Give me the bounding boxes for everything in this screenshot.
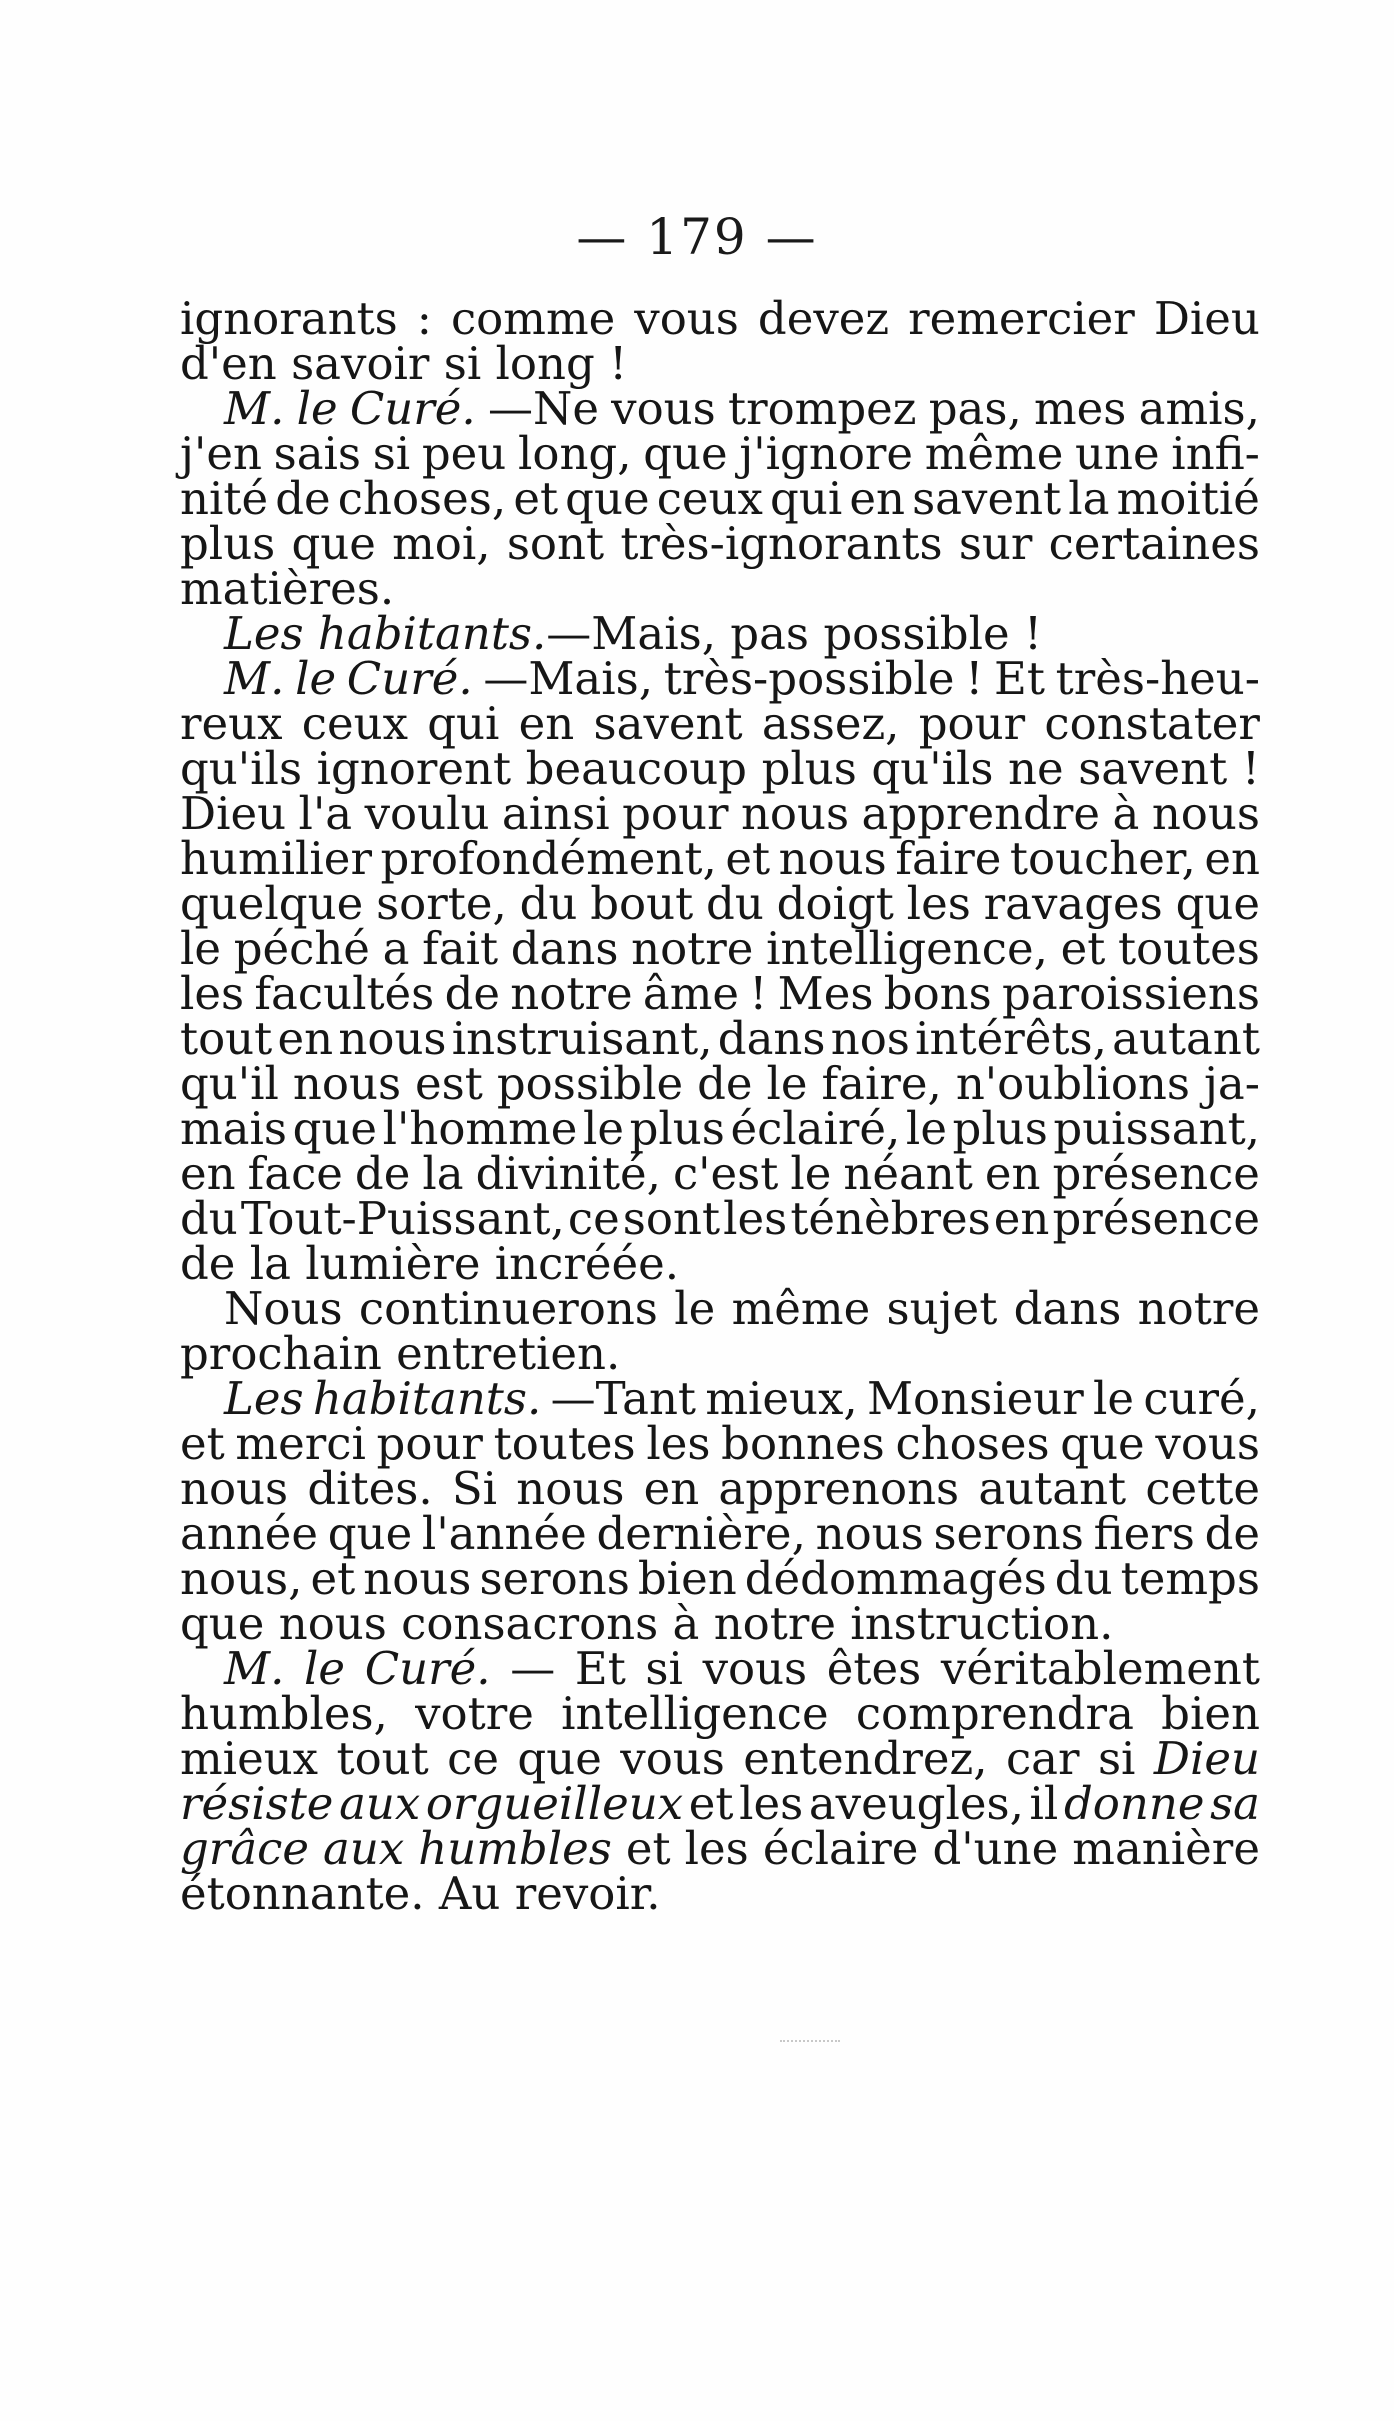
text-line: les facultés de notre âme ! Mes bons paroissiens xyxy=(180,967,1260,1020)
text-line: plus que moi, sont très-ignorants sur certaines xyxy=(180,517,1260,570)
text-run: de la lumière incréée. xyxy=(180,1237,680,1290)
text-line: humbles, votre intelligence comprendra bien xyxy=(180,1687,1260,1740)
text-line xyxy=(180,607,1260,660)
text-line: année que l'année dernière, nous serons fiers de xyxy=(180,1507,1260,1560)
text-line: quelque sorte, du bout du doigt les ravages que xyxy=(180,877,1260,930)
italic-text: Les habitants. xyxy=(224,607,547,660)
text-line: mais que l'homme le plus éclairé, le plus puissant, xyxy=(180,1102,1260,1155)
text-line: j'en sais si peu long, que j'ignore même une infi- xyxy=(180,427,1260,480)
text-run: prochain entretien. xyxy=(180,1327,621,1380)
text-line: résiste aux orgueilleux et les aveugles, il donne sa xyxy=(180,1777,1260,1830)
text-line: nité de choses, et que ceux qui en savent la moitié xyxy=(180,472,1260,525)
text-line: Dieu l'a voulu ainsi pour nous apprendre à nous xyxy=(180,787,1260,840)
body-text xyxy=(180,292,1260,1920)
text-line: ignorants : comme vous devez remercier Dieu xyxy=(180,292,1260,345)
text-run: d'en savoir si long ! xyxy=(180,337,628,390)
text-line xyxy=(180,1237,1260,1290)
text-line xyxy=(180,337,1260,390)
text-line: Les habitants. —Tant mieux, Monsieur le curé, xyxy=(224,1372,1260,1425)
text-line: M. le Curé. — Et si vous êtes véritablement xyxy=(224,1642,1260,1695)
text-line: grâce aux humbles et les éclaire d'une manière xyxy=(180,1822,1260,1875)
text-line: M. le Curé. —Ne vous trompez pas, mes amis, xyxy=(224,382,1260,435)
text-line: nous, et nous serons bien dédommagés du temps xyxy=(180,1552,1260,1605)
text-line: reux ceux qui en savent assez, pour constater xyxy=(180,697,1260,750)
text-run: matières. xyxy=(180,562,395,615)
text-run: que nous consacrons à notre instruction. xyxy=(180,1597,1114,1650)
text-line: mieux tout ce que vous entendrez, car si Dieu xyxy=(180,1732,1260,1785)
page-number: — 179 — xyxy=(576,208,818,266)
text-line: du Tout-Puissant, ce sont les ténèbres en présence xyxy=(180,1192,1260,1245)
print-smudge xyxy=(780,2040,840,2054)
text-line: nous dites. Si nous en apprenons autant cette xyxy=(180,1462,1260,1515)
text-line: qu'ils ignorent beaucoup plus qu'ils ne savent ! xyxy=(180,742,1260,795)
text-line: et merci pour toutes les bonnes choses que vous xyxy=(180,1417,1260,1470)
text-line xyxy=(180,1327,1260,1380)
text-line: le péché a fait dans notre intelligence, et toutes xyxy=(180,922,1260,975)
text-line: humilier profondément, et nous faire toucher, en xyxy=(180,832,1260,885)
text-line xyxy=(180,562,1260,615)
text-line: tout en nous instruisant, dans nos intérêts, autant xyxy=(180,1012,1260,1065)
text-line: Nous continuerons le même sujet dans notre xyxy=(224,1282,1260,1335)
text-line xyxy=(180,1597,1260,1650)
text-line: M. le Curé. —Mais, très-possible ! Et très-heu- xyxy=(224,652,1260,705)
text-line xyxy=(180,1867,1260,1920)
text-line: en face de la divinité, c'est le néant en présence xyxy=(180,1147,1260,1200)
text-line: qu'il nous est possible de le faire, n'oublions ja- xyxy=(180,1057,1260,1110)
text-run: —Mais, pas possible ! xyxy=(546,607,1043,660)
text-run: étonnante. Au revoir. xyxy=(180,1867,661,1920)
